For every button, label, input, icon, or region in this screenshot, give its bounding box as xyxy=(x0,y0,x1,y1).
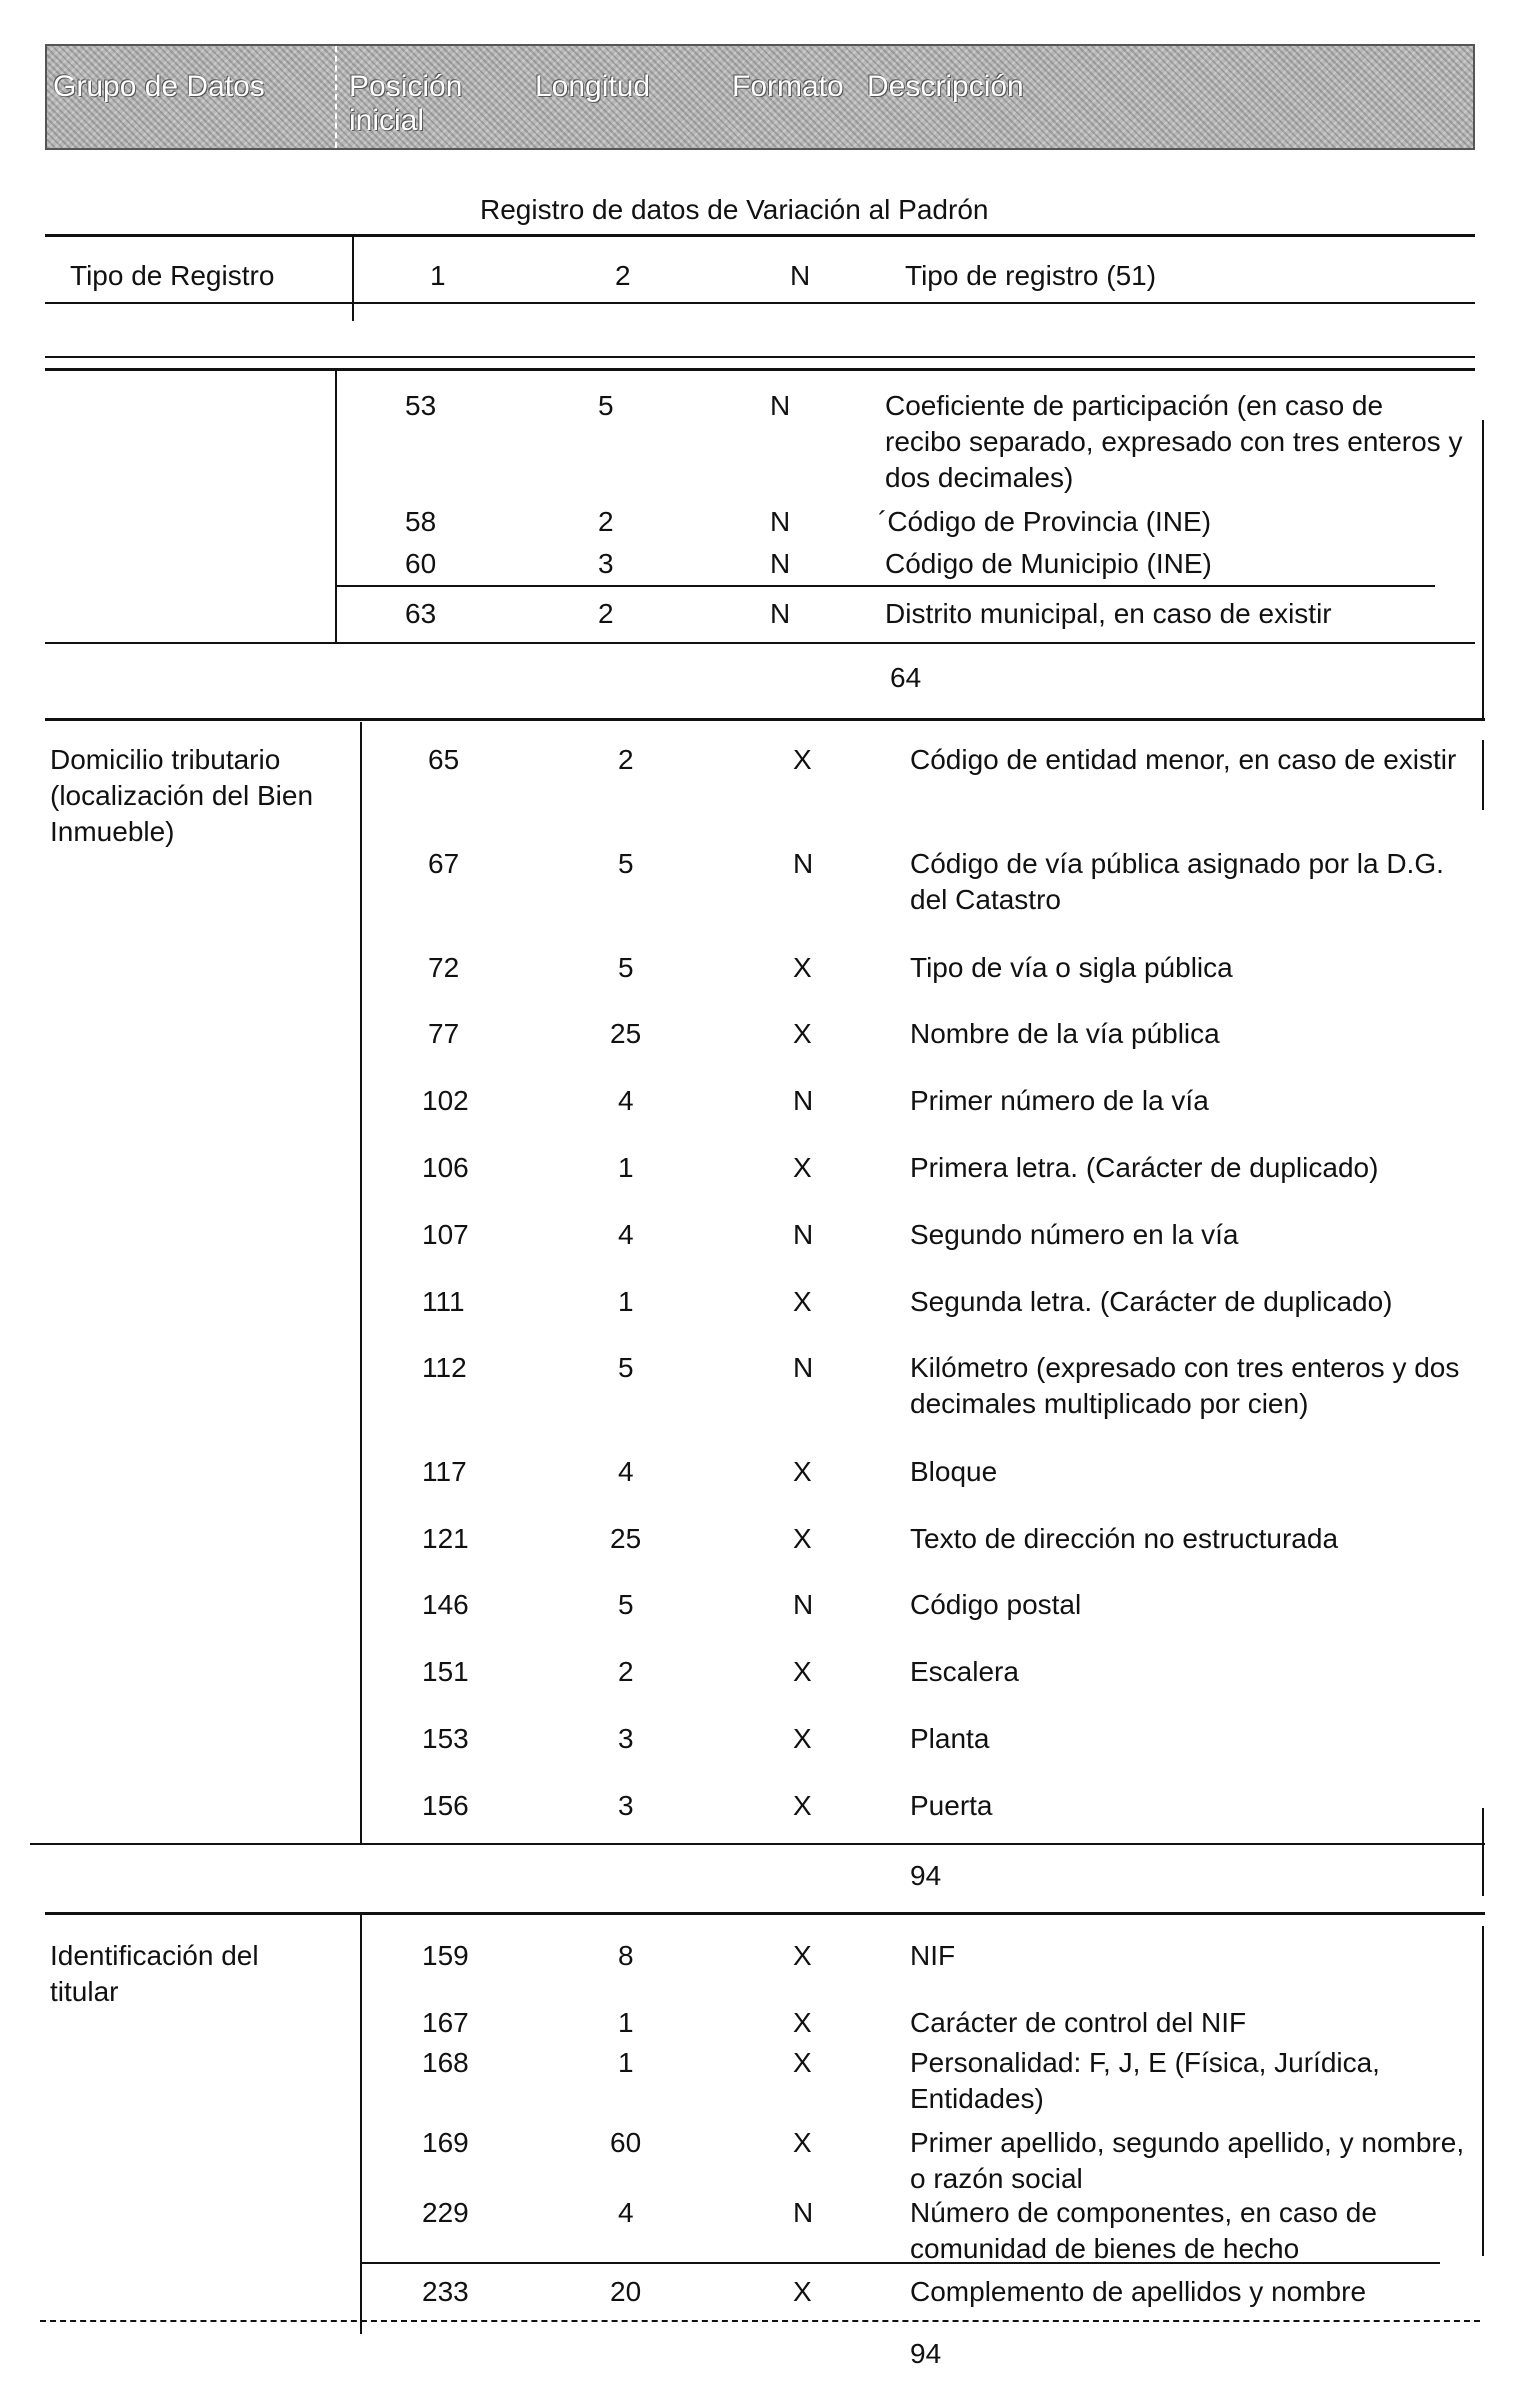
cell-description: Código de vía pública asignado por la D.G. del Catastro xyxy=(910,848,1444,915)
group-label-tipo-registro: Tipo de Registro xyxy=(70,260,275,291)
cell-description: Puerta xyxy=(910,1790,993,1821)
cell-format: N xyxy=(793,1085,814,1116)
cell-length: 2 xyxy=(598,506,614,537)
cell-length: 25 xyxy=(610,1523,642,1554)
cell-format: N xyxy=(790,260,811,291)
cell-length: 5 xyxy=(618,1352,634,1383)
column-divider xyxy=(360,1914,362,2334)
cell-format: X xyxy=(793,2276,812,2307)
cell-description: Bloque xyxy=(910,1456,998,1487)
cell-position: 159 xyxy=(422,1940,469,1971)
block-footer-value: 94 xyxy=(910,1860,942,1891)
block-footer-value: 64 xyxy=(890,662,922,693)
cell-length: 2 xyxy=(618,744,634,775)
cell-position: 156 xyxy=(422,1790,469,1821)
cell-length: 25 xyxy=(610,1018,642,1049)
cell-length: 2 xyxy=(615,260,631,291)
cell-description: Primer número de la vía xyxy=(910,1085,1209,1116)
rule xyxy=(45,356,1475,358)
header-separator xyxy=(335,46,337,148)
cell-position: 107 xyxy=(422,1219,469,1250)
right-border xyxy=(1482,1808,1484,1896)
rule xyxy=(45,302,1475,304)
cell-length: 20 xyxy=(610,2276,642,2307)
cell-description: Primer apellido, segundo apellido, y nombre, o razón social xyxy=(910,2127,1465,2194)
cell-description: Segunda letra. (Carácter de duplicado) xyxy=(910,1286,1393,1317)
cell-description: Planta xyxy=(910,1723,990,1754)
cell-length: 2 xyxy=(618,1656,634,1687)
rule xyxy=(360,2262,1440,2264)
cell-description: Nombre de la vía pública xyxy=(910,1018,1220,1049)
group-label-titular: Identificación del titular xyxy=(50,1940,259,2007)
rule xyxy=(40,2320,1480,2322)
cell-format: X xyxy=(793,2127,812,2158)
cell-format: X xyxy=(793,1940,812,1971)
cell-length: 1 xyxy=(618,2047,634,2078)
cell-length: 1 xyxy=(618,1152,634,1183)
cell-position: 153 xyxy=(422,1723,469,1754)
rule xyxy=(45,234,1475,237)
cell-format: N xyxy=(770,598,791,629)
cell-position: 106 xyxy=(422,1152,469,1183)
rule xyxy=(30,1843,1485,1845)
cell-format: X xyxy=(793,1286,812,1317)
cell-position: 146 xyxy=(422,1589,469,1620)
cell-length: 1 xyxy=(618,2007,634,2038)
header-position-line2: inicial xyxy=(349,104,425,137)
cell-description: Número de componentes, en caso de comunidad de bienes de hecho xyxy=(910,2197,1377,2264)
cell-format: X xyxy=(793,1523,812,1554)
cell-description: Segundo número en la vía xyxy=(910,1219,1239,1250)
cell-length: 5 xyxy=(618,1589,634,1620)
cell-description: Primera letra. (Carácter de duplicado) xyxy=(910,1152,1379,1183)
cell-position: 233 xyxy=(422,2276,469,2307)
cell-length: 4 xyxy=(618,1456,634,1487)
cell-description: Código postal xyxy=(910,1589,1082,1620)
cell-length: 5 xyxy=(618,848,634,879)
cell-description: Personalidad: F, J, E (Física, Jurídica, Entidades) xyxy=(910,2047,1380,2114)
cell-position: 53 xyxy=(405,390,437,421)
cell-description: Complemento de apellidos y nombre xyxy=(910,2276,1367,2307)
cell-length: 3 xyxy=(598,548,614,579)
cell-format: N xyxy=(793,2197,814,2228)
cell-length: 60 xyxy=(610,2127,642,2158)
cell-format: N xyxy=(770,548,791,579)
cell-format: X xyxy=(793,1790,812,1821)
section-title: Registro de datos de Variación al Padrón xyxy=(480,194,989,225)
cell-length: 2 xyxy=(598,598,614,629)
cell-length: 5 xyxy=(598,390,614,421)
cell-description: Código de Municipio (INE) xyxy=(885,548,1212,579)
cell-position: 72 xyxy=(428,952,460,983)
cell-format: N xyxy=(793,1352,814,1383)
cell-description: ´Código de Provincia (INE) xyxy=(878,506,1212,537)
header-format: Formato xyxy=(732,70,844,103)
column-divider xyxy=(335,370,337,642)
cell-length: 4 xyxy=(618,2197,634,2228)
cell-format: N xyxy=(770,506,791,537)
cell-description: Distrito municipal, en caso de existir xyxy=(885,598,1332,629)
header-position-line1: Posición xyxy=(349,70,463,103)
block-footer-value: 94 xyxy=(910,2338,942,2369)
cell-position: 112 xyxy=(422,1352,467,1383)
cell-length: 5 xyxy=(618,952,634,983)
cell-description: NIF xyxy=(910,1940,956,1971)
cell-format: N xyxy=(793,1589,814,1620)
cell-description: Tipo de vía o sigla pública xyxy=(910,952,1233,983)
cell-length: 4 xyxy=(618,1219,634,1250)
cell-format: X xyxy=(793,952,812,983)
cell-description: Escalera xyxy=(910,1656,1019,1687)
cell-position: 63 xyxy=(405,598,437,629)
right-border xyxy=(1482,420,1484,720)
cell-format: N xyxy=(793,1219,814,1250)
cell-format: N xyxy=(793,848,814,879)
cell-format: X xyxy=(793,2007,812,2038)
cell-description: Coeficiente de participación (en caso de recibo separado, expresado con tres enteros y dos decimales) xyxy=(885,390,1463,493)
cell-length: 3 xyxy=(618,1723,634,1754)
cell-position: 117 xyxy=(422,1456,467,1487)
cell-format: X xyxy=(793,1018,812,1049)
column-divider xyxy=(360,722,362,1844)
cell-position: 167 xyxy=(422,2007,469,2038)
group-label-domicilio: Domicilio tributario (localización del Bien Inmueble) xyxy=(50,744,314,847)
cell-format: X xyxy=(793,744,812,775)
cell-position: 121 xyxy=(422,1523,469,1554)
column-header-band xyxy=(45,44,1475,150)
cell-description: Kilómetro (expresado con tres enteros y dos decimales multiplicado por cien) xyxy=(910,1352,1460,1419)
right-border xyxy=(1482,740,1484,810)
cell-length: 4 xyxy=(618,1085,634,1116)
rule xyxy=(45,1912,1485,1915)
header-description: Descripción xyxy=(867,70,1024,103)
cell-position: 169 xyxy=(422,2127,469,2158)
cell-position: 111 xyxy=(422,1286,465,1317)
column-divider xyxy=(352,236,354,321)
rule xyxy=(335,585,1435,587)
cell-format: X xyxy=(793,2047,812,2078)
cell-length: 1 xyxy=(618,1286,634,1317)
cell-position: 67 xyxy=(428,848,460,879)
cell-format: X xyxy=(793,1723,812,1754)
rule xyxy=(45,718,1485,721)
cell-position: 229 xyxy=(422,2197,469,2228)
cell-position: 151 xyxy=(422,1656,469,1687)
header-length: Longitud xyxy=(535,70,651,103)
rule xyxy=(45,368,1475,371)
cell-position: 102 xyxy=(422,1085,469,1116)
cell-format: N xyxy=(770,390,791,421)
cell-format: X xyxy=(793,1456,812,1487)
right-border xyxy=(1482,1926,1484,2256)
cell-format: X xyxy=(793,1152,812,1183)
cell-description: Tipo de registro (51) xyxy=(905,260,1157,291)
header-group: Grupo de Datos xyxy=(53,70,265,103)
cell-position: 65 xyxy=(428,744,460,775)
cell-description: Código de entidad menor, en caso de existir xyxy=(910,744,1457,775)
cell-position: 60 xyxy=(405,548,437,579)
rule xyxy=(45,642,1475,644)
cell-position: 58 xyxy=(405,506,437,537)
cell-length: 8 xyxy=(618,1940,634,1971)
cell-format: X xyxy=(793,1656,812,1687)
cell-description: Texto de dirección no estructurada xyxy=(910,1523,1339,1554)
cell-length: 3 xyxy=(618,1790,634,1821)
cell-position: 1 xyxy=(430,260,446,291)
cell-position: 168 xyxy=(422,2047,469,2078)
cell-description: Carácter de control del NIF xyxy=(910,2007,1247,2038)
cell-position: 77 xyxy=(428,1018,460,1049)
